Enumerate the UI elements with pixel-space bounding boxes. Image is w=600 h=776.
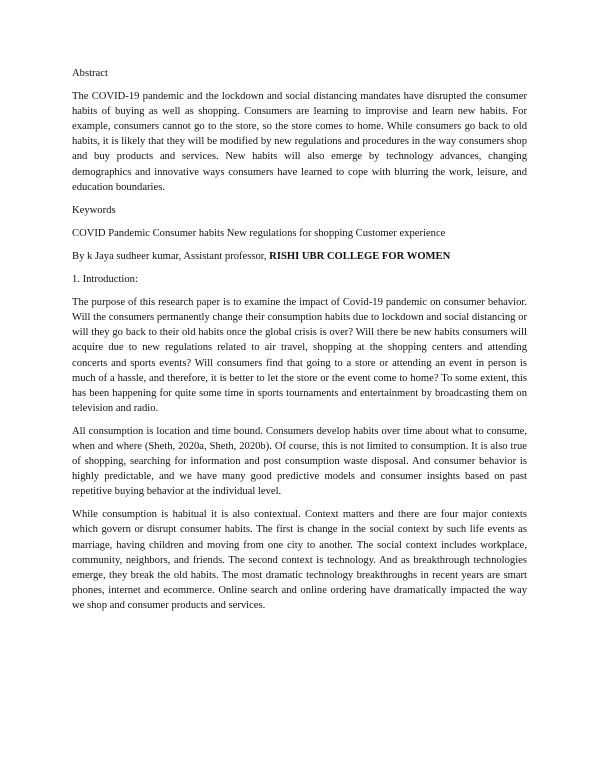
abstract-text: The COVID-19 pandemic and the lockdown and social distancing mandates have disrupted the consumer habits of buying as well as shopping. Consumers are learning to improvise and learn new habits. For example, consumers cannot go to the store, so the store comes to home. While consumers go back to old habits, it is likely that they will be modified by new regulations and procedures in the way consumers shop and buy products and services. New habits will also emerge by technology advances, changing demographics and innovative ways consumers have learned to cope with blurring the work, leisure, and education boundaries.: [72, 91, 527, 193]
introduction-paragraph-1: The purpose of this research paper is to examine the impact of Covid-19 pandemic on consumer behavior. Will the consumers permanently change their consumption habits due to lockdown and social distancing or will they go back to their old habits once the global crisis is over? Will there be new habits consumers will acquire due to new regulations related to air travel, shopping at the shopping centers and attending concerts and sports events? Will consumers find that going to a store or attending an event in person is much of a hassle, and therefore, it is better to let the store or the event come to home? To some extent, this has been happening for quite some time in sports tournaments and entertainment by broadcasting them on television and radio.: [72, 297, 527, 414]
author-byline-prefix: By k Jaya sudheer kumar, Assistant professor,: [72, 250, 270, 262]
keywords-heading: Keywords: [72, 204, 116, 216]
document-body: [72, 66, 527, 621]
author-byline: [72, 249, 527, 264]
author-institution: RISHI UBR COLLEGE FOR WOMEN: [269, 250, 451, 262]
introduction-paragraph-2: All consumption is location and time bound. Consumers develop habits over time about what to consume, when and where (Sheth, 2020a, Sheth, 2020b). Of course, this is not limited to consumption. It is also true of shopping, searching for information and post consumption waste disposal. And consumer behavior is highly predictable, and we have many good predictive models and consumer insights based on past repetitive buying behavior at the individual level.: [72, 425, 527, 498]
introduction-paragraph-3: While consumption is habitual it is also contextual. Context matters and there are four major contexts which govern or disrupt consumer habits. The first is change in the social context by such life events as marriage, having children and moving from one city to another. The social context includes workplace, community, neighbors, and friends. The second context is technology. And as breakthrough technologies emerge, they break the old habits. The most dramatic technology breakthroughs in recent years are smart phones, internet and ecommerce. Online search and online ordering have dramatically impacted the way we shop and consumer products and services.: [72, 509, 527, 611]
abstract-heading: Abstract: [72, 68, 108, 79]
keywords-text: COVID Pandemic Consumer habits New regulations for shopping Customer experience: [72, 227, 446, 239]
introduction-heading: 1. Introduction:: [72, 274, 138, 286]
